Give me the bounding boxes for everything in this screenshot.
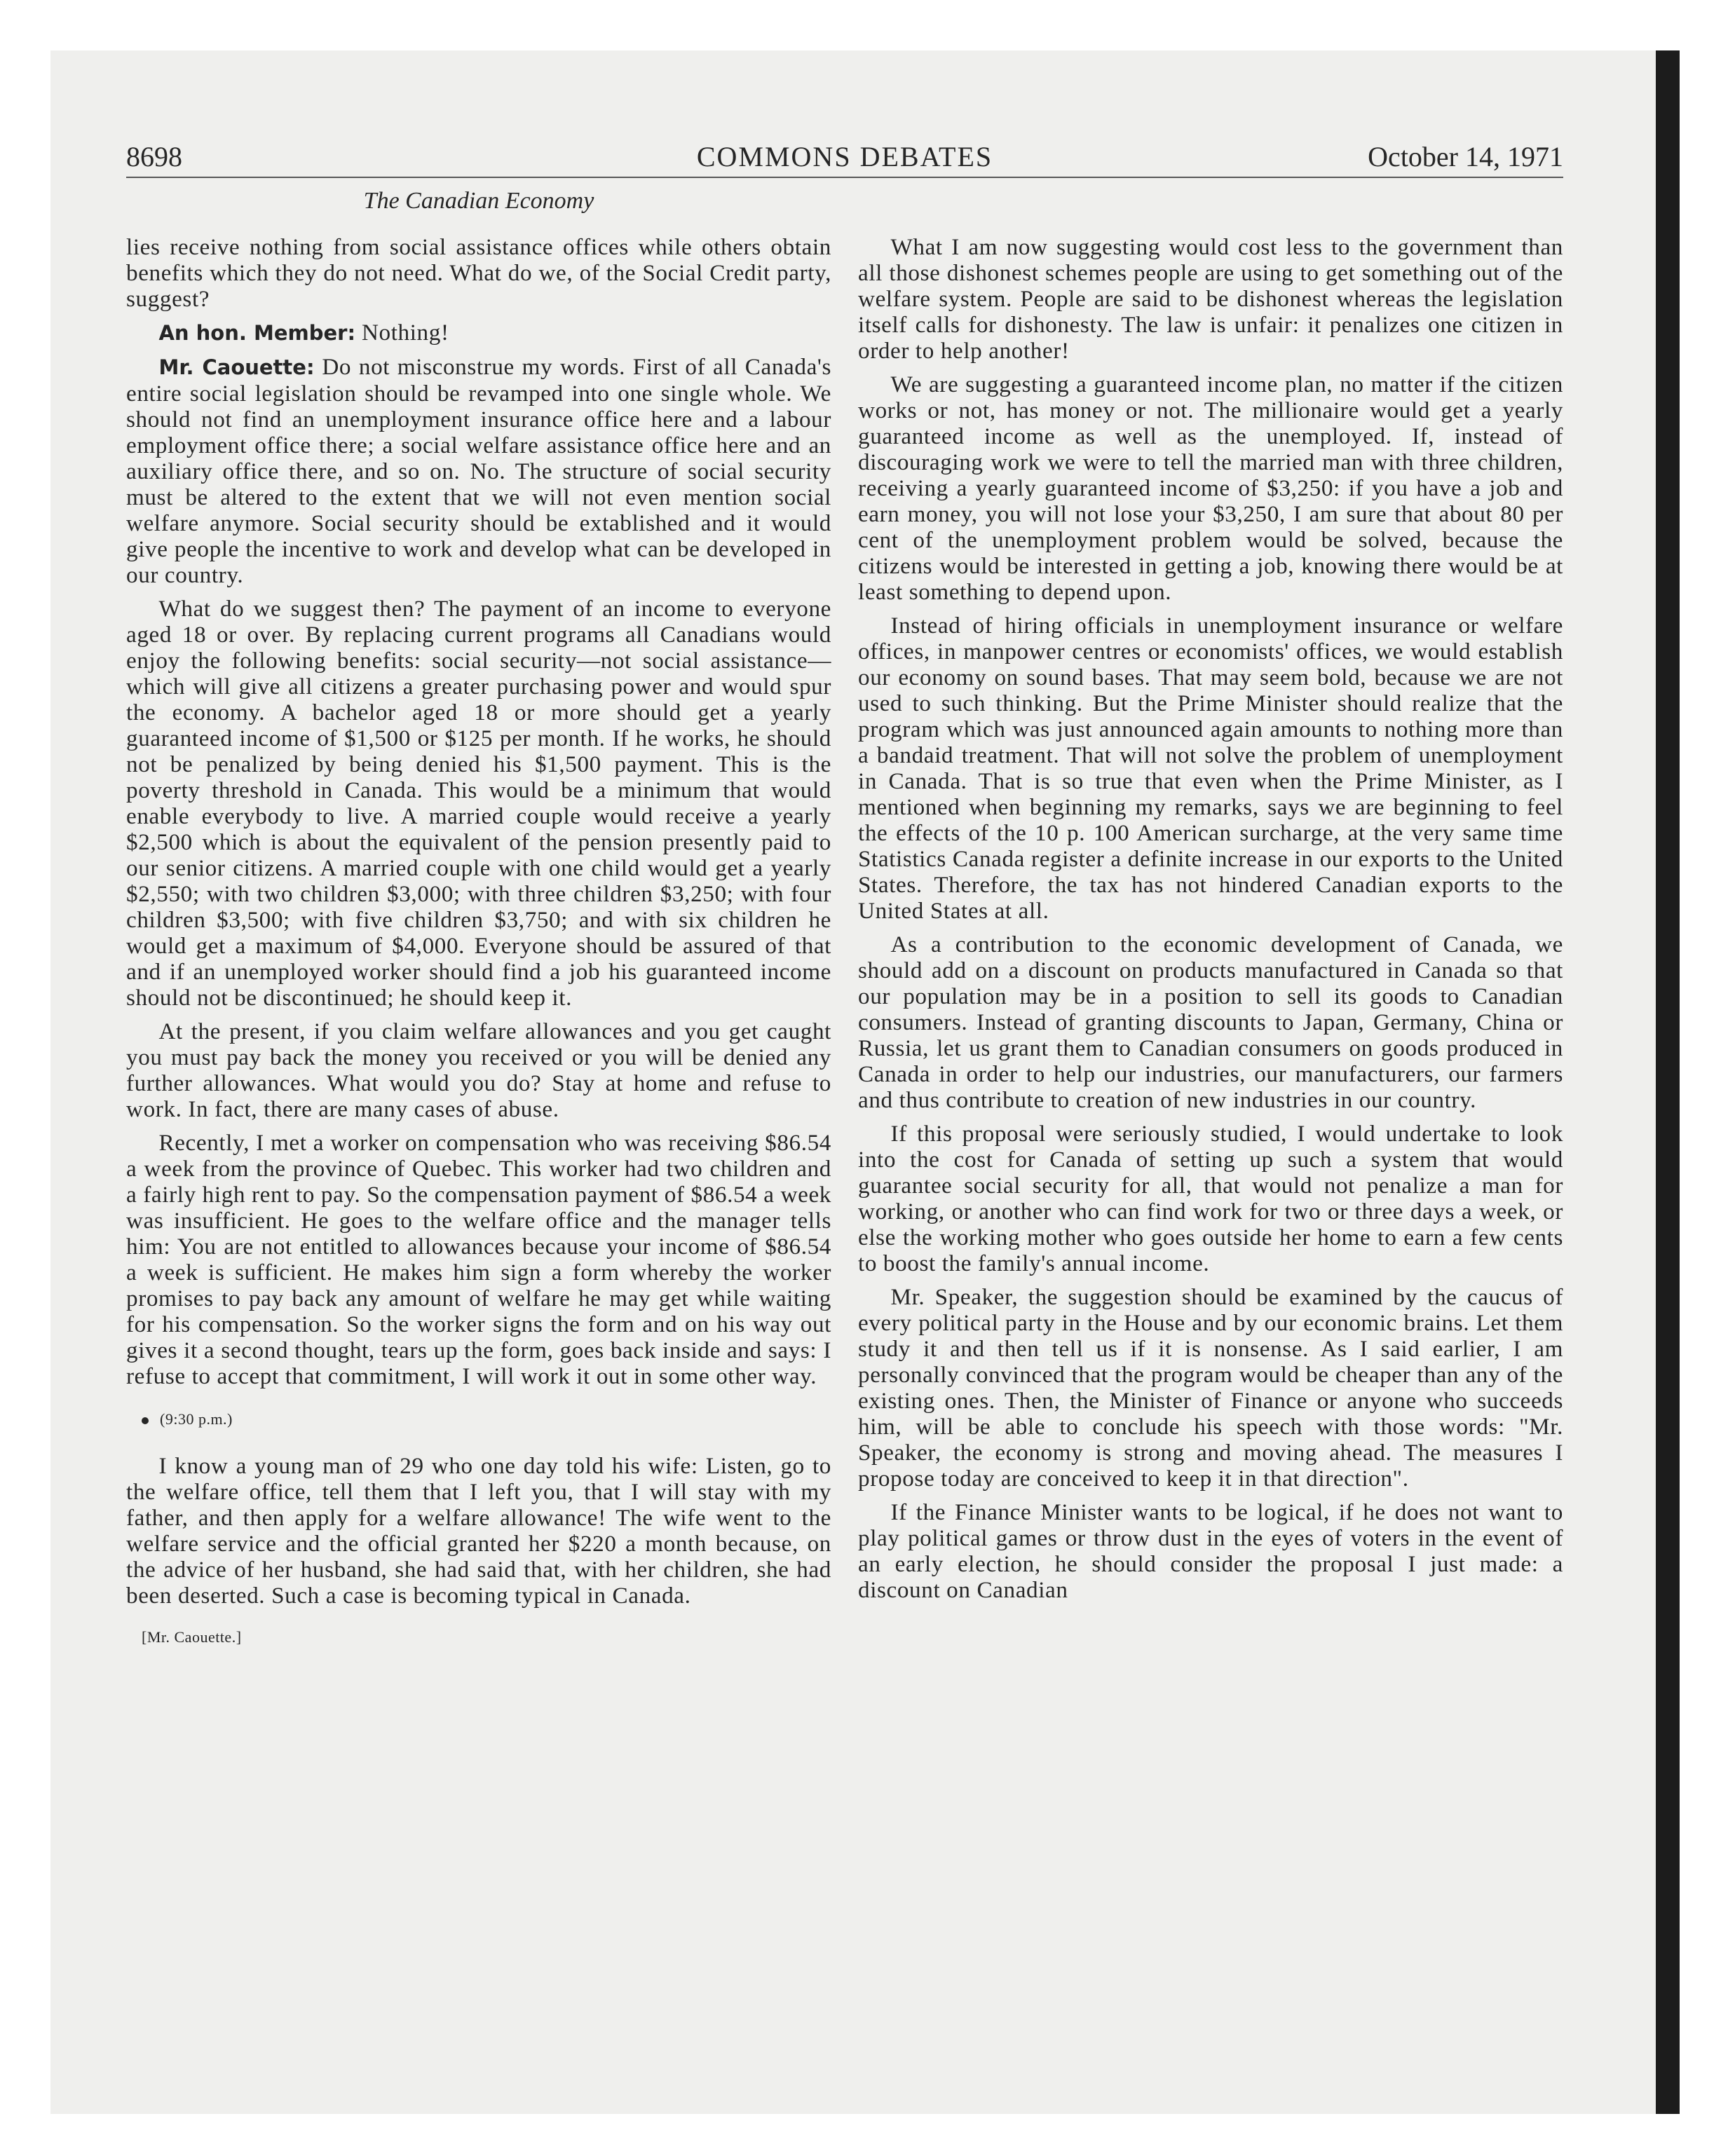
paragraph: Mr. Speaker, the suggestion should be examined by the caucus of every political party in the House and by our economic brains. Let them study it and then tell us if it is nonsense. As I said earlier, I am personally convinced that the program would be cheaper than any of the existing ones. Then, the Minister of Finance or anyone who succeeds him, will be able to conclude his speech with those words: "Mr. Speaker, the economy is strong and moving ahead. The measures I propose today are conceived to keep it in that direction".: [858, 1284, 1563, 1492]
paragraph: We are suggesting a guaranteed income plan, no matter if the citizen works or not, has money or not. The millionaire would get a yearly guaranteed income as well as the unemployed. If, instead of discouraging work we were to tell the married man with three children, receiving a yearly guaranteed income of $3,250: if you have a job and earn money, you will not lose your $3,250, I am sure that about 80 per cent of the unemployment problem would be solved, because the citizens would be interested in getting a job, knowing there would be at least something to depend upon.: [858, 371, 1563, 605]
page-number: 8698: [126, 141, 182, 172]
page-header: [126, 140, 1563, 181]
paragraph: As a contribution to the economic development of Canada, we should add on a discount on products manufactured in Canada so that our population may be in a position to sell its goods to Canadian consumers. Instead of granting discounts to Japan, Germany, China or Russia, let us grant them to Canadian consumers on goods produced in Canada in order to help our industries, our manufacturers, our farmers and thus contribute to creation of new industries in our country.: [858, 932, 1563, 1113]
left-column: [126, 234, 831, 1650]
right-column: [858, 234, 1563, 1611]
time-marker: [142, 1406, 831, 1432]
time-marker-text: (9:30 p.m.): [160, 1410, 233, 1428]
speech-text: Nothing!: [355, 320, 449, 346]
speech-text: Do not misconstrue my words. First of all Canada's entire social legislation should be revamped into one single whole. We should not find an unemployment insurance office here and a labour employment office there; a social welfare assistance office here and an auxiliary office there, and so on. No. The structure of social security must be altered to the extent that we will not even mention social welfare anymore. Social security should be extablished and it would give people the incentive to work and develop what can be developed in our country.: [126, 354, 832, 588]
header-rule: [126, 177, 1563, 178]
speaker-name: Mr. Caouette:: [158, 355, 315, 379]
paragraph: [126, 320, 831, 346]
scan-edge-shadow: [1656, 50, 1680, 2114]
paragraph: What I am now suggesting would cost less to the government than all those dishonest schemes people are using to get something out of the welfare system. People are said to be dishonest whereas the legislation itself calls for dishonesty. The law is unfair: it penalizes one citizen in order to help another!: [858, 234, 1563, 364]
paragraph: If this proposal were seriously studied, I would undertake to look into the cost for Canada of setting up such a system that would guarantee social security for all, that would not penalize a man for working, or another who can find work for two or three days a week, or else the working mother who goes outside her home to earn a few cents to boost the family's annual income.: [858, 1121, 1563, 1276]
bullet-icon: [142, 1417, 149, 1424]
paragraph: Instead of hiring officials in unemployment insurance or welfare offices, in manpower centres or economists' offices, we would establish our economy on sound bases. That may seem bold, because we are not used to such thinking. But the Prime Minister should realize that the program which was just announced again amounts to nothing more than a bandaid treatment. That will not solve the problem of unemployment in Canada. That is so true that even when the Prime Minister, as I mentioned when beginning my remarks, says we are beginning to feel the effects of the 10 p. 100 American surcharge, at the very same time Statistics Canada register a definite increase in our exports to the United States. Therefore, the tax has not hindered Canadian exports to the United States at all.: [858, 613, 1563, 924]
section-subheading: The Canadian Economy: [363, 188, 594, 214]
speaker-name: An hon. Member:: [158, 321, 356, 345]
paragraph: I know a young man of 29 who one day told his wife: Listen, go to the welfare office, tell them that I left you, that I will stay with my father, and then apply for a welfare allowance! The wife went to the welfare service and the official granted her $220 a month because, on the advice of her husband, she had said that, with her children, she had been deserted. Such a case is becoming typical in Canada.: [126, 1453, 831, 1609]
publication-date: October 14, 1971: [1368, 141, 1563, 172]
paragraph: lies receive nothing from social assistance offices while others obtain benefits which they do not need. What do we, of the Social Credit party, suggest?: [126, 234, 831, 312]
paragraph: [126, 354, 831, 588]
paragraph: At the present, if you claim welfare allowances and you get caught you must pay back the money you received or you will be denied any further allowances. What would you do? Stay at home and refuse to work. In fact, there are many cases of abuse.: [126, 1018, 831, 1122]
paragraph: Recently, I met a worker on compensation who was receiving $86.54 a week from the province of Quebec. This worker had two children and a fairly high rent to pay. So the compensation payment of $86.54 a week was insufficient. He goes to the welfare office and the manager tells him: You are not entitled to allowances because your income of $86.54 a week is sufficient. He makes him sign a form whereby the worker promises to pay back any amount of welfare he may get while waiting for his compensation. So the worker signs the form and on his way out gives it a second thought, tears up the form, goes back inside and says: I refuse to accept that commitment, I will work it out in some other way.: [126, 1130, 831, 1389]
paragraph: If the Finance Minister wants to be logical, if he does not want to play political games or throw dust in the eyes of voters in the event of an early election, he should consider the proposal I just made: a discount on Canadian: [858, 1499, 1563, 1603]
publication-title: COMMONS DEBATES: [696, 141, 993, 172]
speaker-note: [Mr. Caouette.]: [142, 1628, 242, 1646]
paragraph: What do we suggest then? The payment of an income to everyone aged 18 or over. By replacing current programs all Canadians would enjoy the following benefits: social security—not social assistance—which will give all citizens a greater purchasing power and would spur the economy. A bachelor aged 18 or more should get a yearly guaranteed income of $1,500 or $125 per month. If he works, he should not be penalized by being denied his $1,500 payment. This is the poverty threshold in Canada. This would be a minimum that would enable everybody to live. A married couple would receive a yearly $2,500 which is about the equivalent of the pension presently paid to our senior citizens. A married couple with one child would get a yearly $2,550; with two children $3,000; with three children $3,250; with four children $3,500; with five children $3,750; and with six children he would get a maximum of $4,000. Everyone should be assured of that and if an unemployed worker should find a job his guaranteed income should not be discontinued; he should keep it.: [126, 596, 831, 1011]
